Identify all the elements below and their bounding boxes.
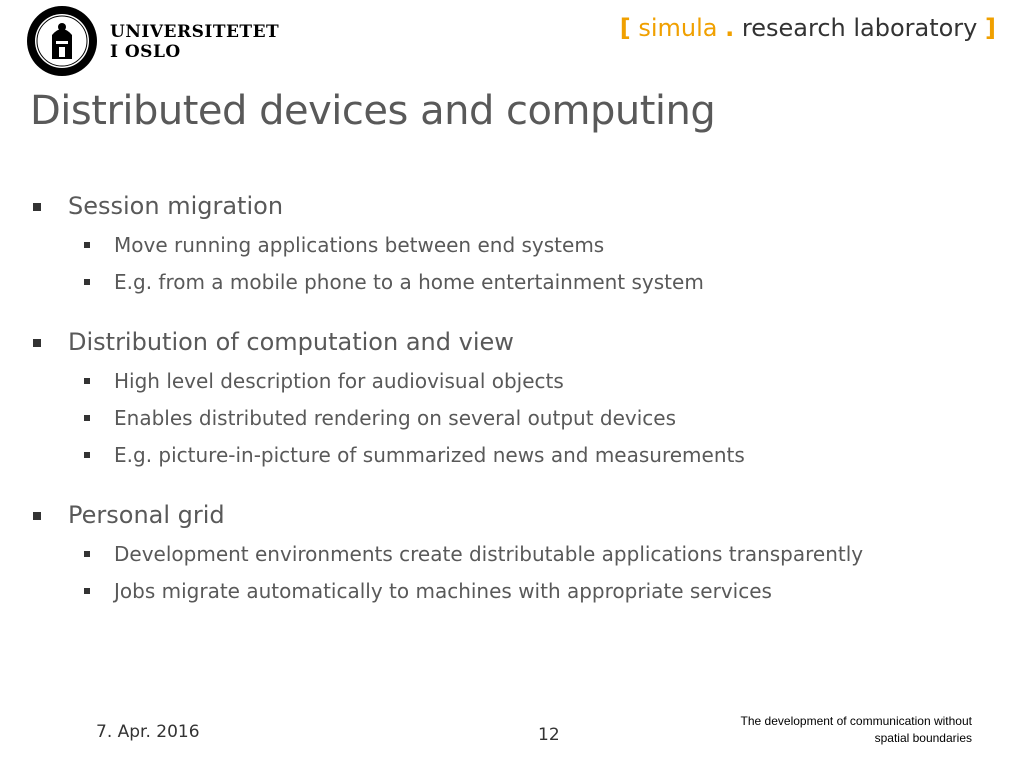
bullet-level2 xyxy=(0,364,1024,401)
square-bullet-icon xyxy=(84,452,90,458)
simula-bracket-close: ] xyxy=(985,14,996,42)
footer-caption-line2: spatial boundaries xyxy=(874,731,972,745)
bullet-group xyxy=(0,324,1024,475)
simula-dot: . xyxy=(725,14,735,42)
square-bullet-icon xyxy=(84,588,90,594)
square-bullet-icon xyxy=(84,551,90,557)
bullet-level2-text: Move running applications between end systems xyxy=(114,233,605,257)
simula-name: simula xyxy=(638,14,718,42)
slide-content xyxy=(0,188,1024,633)
bullet-level1 xyxy=(0,188,1024,228)
square-bullet-icon xyxy=(84,378,90,384)
bullet-level2 xyxy=(0,265,1024,302)
simula-logo xyxy=(620,14,996,42)
square-bullet-icon xyxy=(33,339,41,347)
bullet-group xyxy=(0,188,1024,302)
square-bullet-icon xyxy=(33,203,41,211)
university-seal-icon xyxy=(26,5,98,77)
university-name-line1: UNIVERSITETET xyxy=(110,22,280,42)
bullet-level1 xyxy=(0,324,1024,364)
slide-title: Distributed devices and computing xyxy=(30,88,716,134)
simula-bracket-open: [ xyxy=(619,14,631,42)
footer-date: 7. Apr. 2016 xyxy=(96,722,200,742)
bullet-level2-text: High level description for audiovisual objects xyxy=(114,369,564,393)
university-name-line2: I OSLO xyxy=(110,42,181,62)
square-bullet-icon xyxy=(33,512,41,520)
square-bullet-icon xyxy=(84,415,90,421)
bullet-level2 xyxy=(0,537,1024,574)
bullet-level2-text: E.g. picture-in-picture of summarized news and measurements xyxy=(114,443,745,467)
footer-caption xyxy=(741,713,972,747)
bullet-level2-text: E.g. from a mobile phone to a home entertainment system xyxy=(114,270,704,294)
bullet-level1 xyxy=(0,497,1024,537)
bullet-level2 xyxy=(0,401,1024,438)
bullet-level2-text: Enables distributed rendering on several output devices xyxy=(114,406,677,430)
bullet-level2-text: Development environments create distributable applications transparently xyxy=(114,542,864,566)
university-name xyxy=(110,22,279,62)
bullet-level2 xyxy=(0,228,1024,265)
bullet-group xyxy=(0,497,1024,611)
bullet-level2-text: Jobs migrate automatically to machines with appropriate services xyxy=(114,579,772,603)
square-bullet-icon xyxy=(84,279,90,285)
bullet-level2 xyxy=(0,438,1024,475)
bullet-level1-text: Session migration xyxy=(68,192,284,220)
bullet-level2 xyxy=(0,574,1024,611)
simula-lab: research laboratory xyxy=(741,14,978,42)
footer-caption-line1: The development of communication without xyxy=(740,714,972,728)
square-bullet-icon xyxy=(84,242,90,248)
page-number: 12 xyxy=(538,725,560,745)
bullet-level1-text: Distribution of computation and view xyxy=(68,328,514,356)
bullet-level1-text: Personal grid xyxy=(68,501,225,529)
